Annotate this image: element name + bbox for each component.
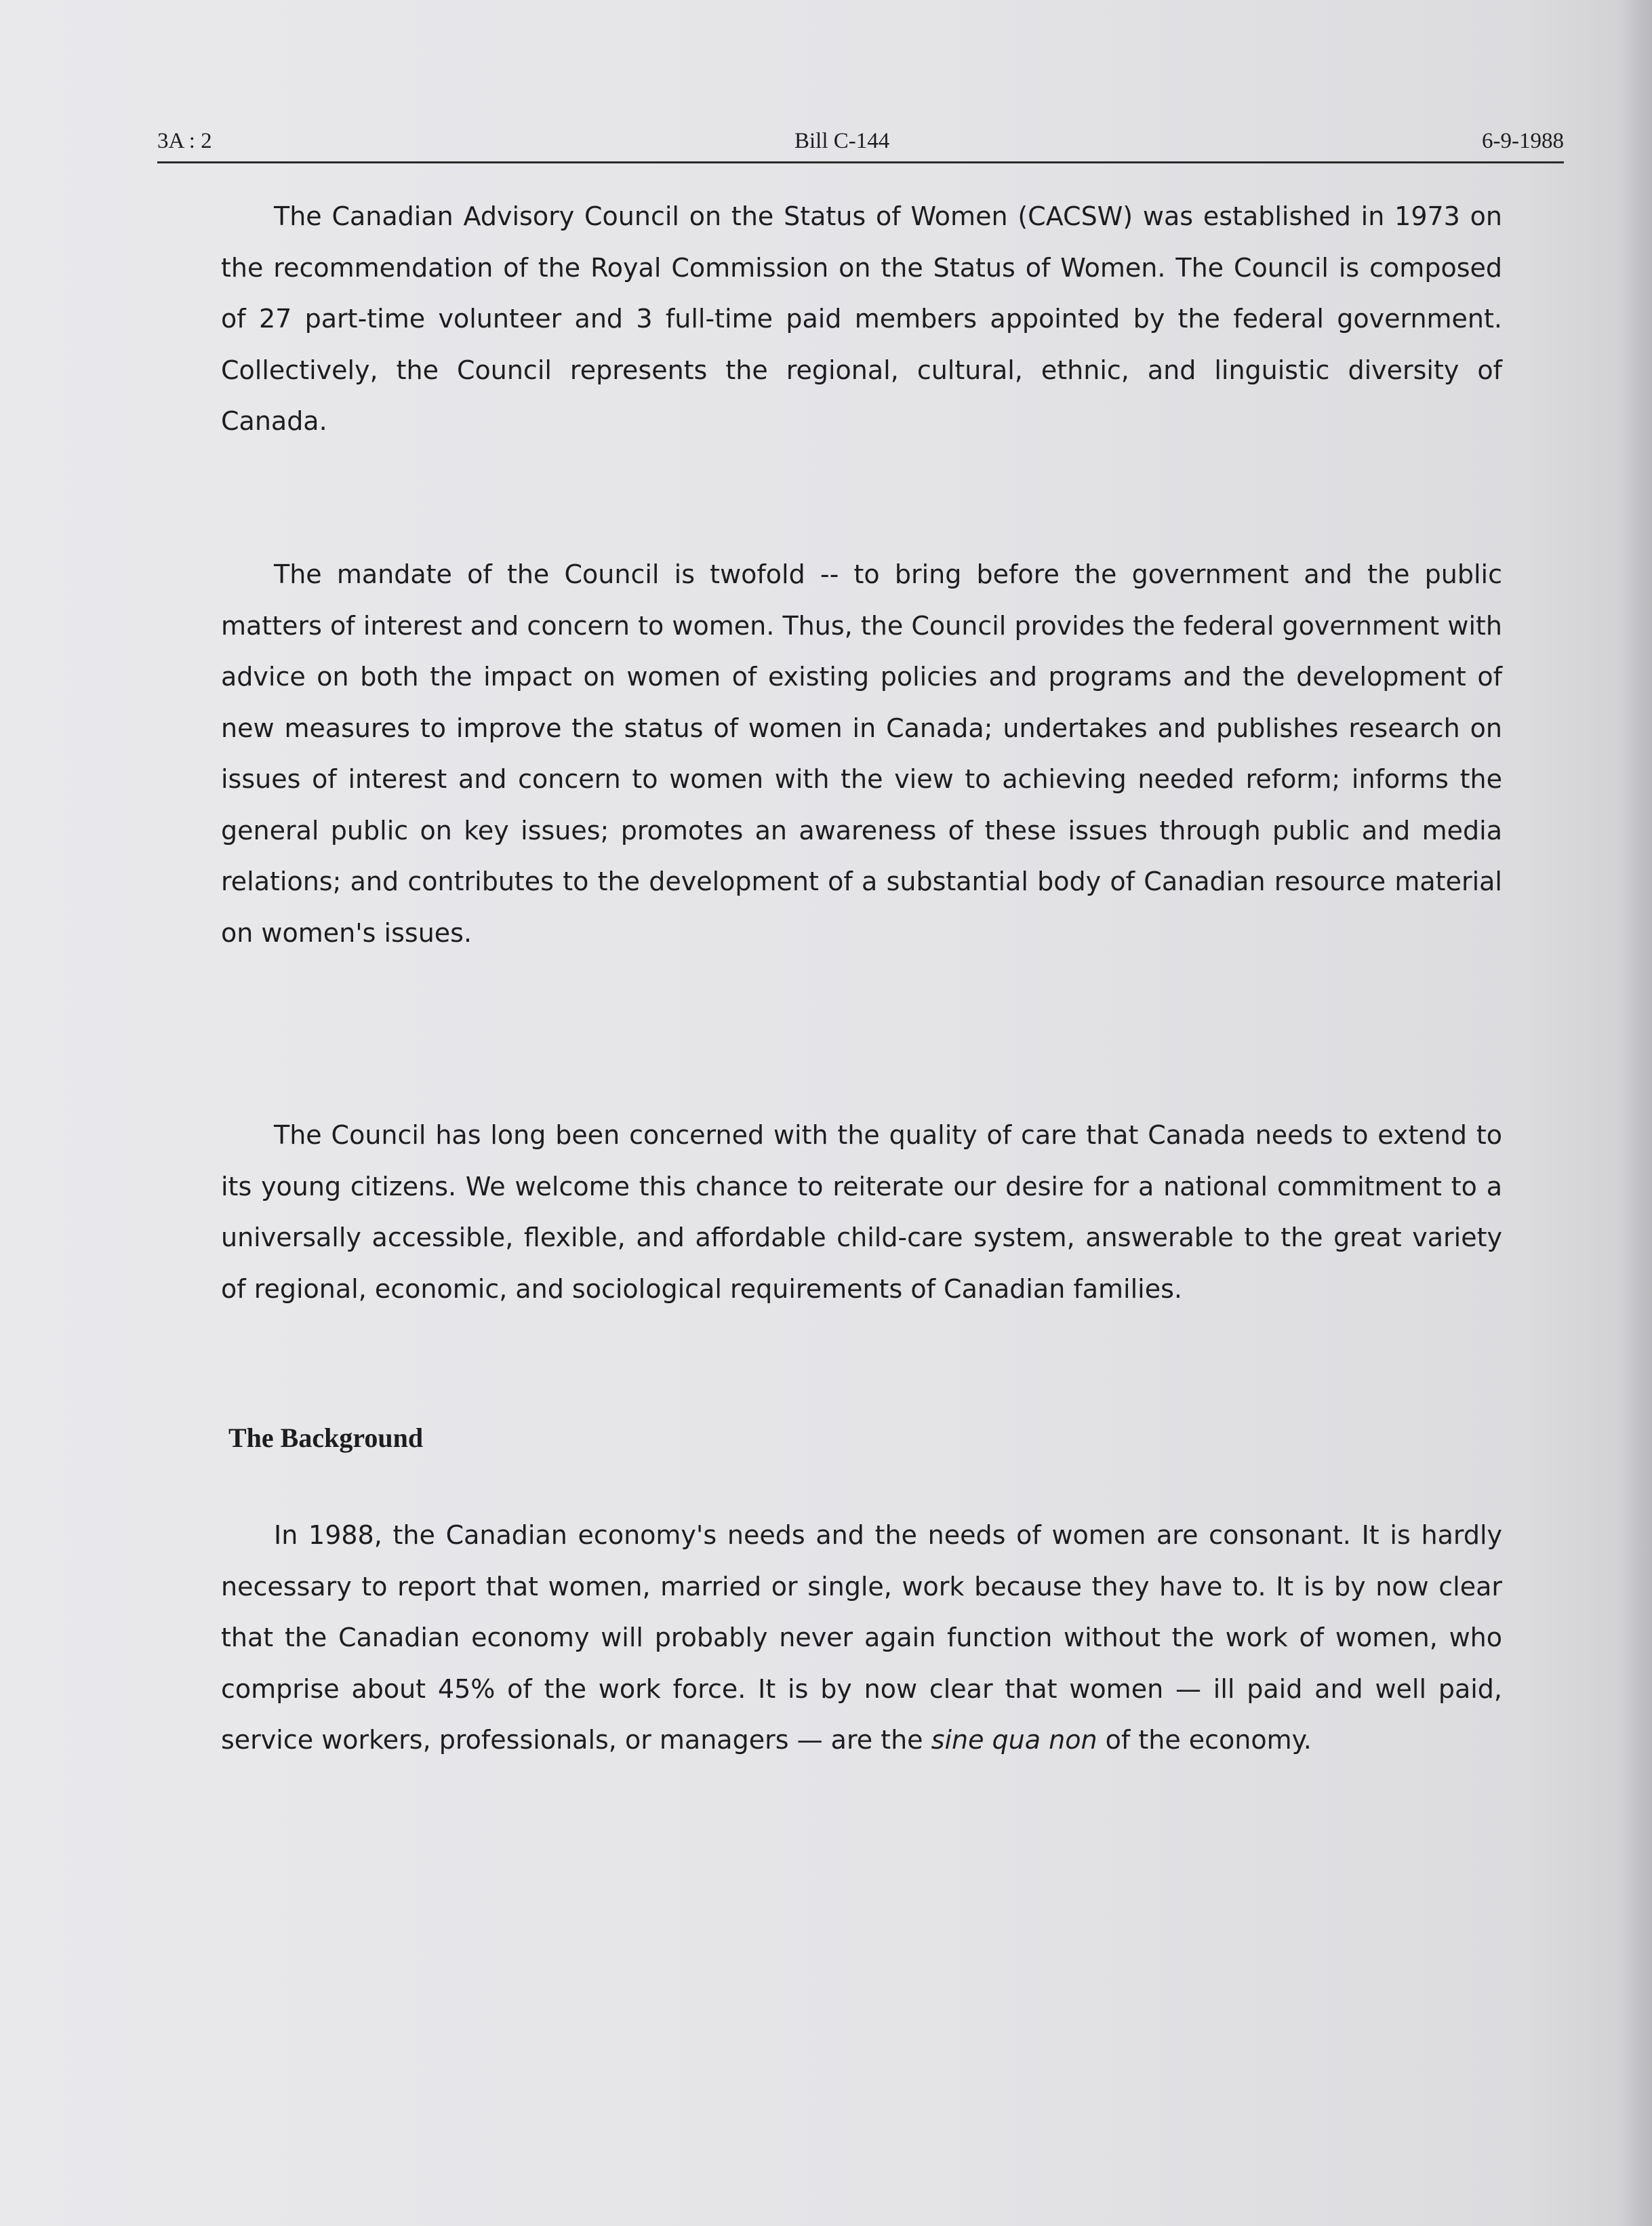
header-date: 6-9-1988: [1482, 129, 1564, 153]
section-heading: The Background: [228, 1423, 424, 1453]
bill-title: Bill C-144: [794, 129, 890, 153]
latin-phrase: sine qua non: [931, 1725, 1097, 1755]
paragraph-child-care: The Council has long been concerned with the quality of care that Canada needs to extend to its young citizens. We welcome this chance to reiterate our desire for a national commitment to a universally accessible, flexible, and affordable child-care system, answerable to the great variety of regional, economic, and sociological requirements of Canadian families.: [221, 1120, 1502, 1304]
paragraph-mandate: The mandate of the Council is twofold -- to bring before the government and the public matters of interest and concern to women. Thus, the Council provides the federal government with advice on both the impact on women of existing policies and programs and the development of new measures to improve the status of women in Canada; undertakes and publishes research on issues of interest and concern to women with the view to achieving needed reform; informs the general public on key issues; promotes an awareness of these issues through public and media relations; and contributes to the development of a substantial body of Canadian resource material on women's issues.: [221, 559, 1502, 948]
paragraph-economy: In 1988, the Canadian economy's needs and the needs of women are consonant. It is hardly necessary to report that women, married or single, work because they have to. It is by now clear that the Canadian economy will probably never again function without the work of women, who comprise about 45% of the work force. It is by now clear that women — ill paid and well paid, service workers, professionals, or managers — are the sine qua non of the economy.: [221, 1520, 1502, 1755]
page-header: [157, 129, 1564, 163]
header-rule: [157, 161, 1564, 163]
page-edge-shadow: [1618, 0, 1652, 2226]
paragraph-cacsw-intro: The Canadian Advisory Council on the Status of Women (CACSW) was established in 1973 on the recommendation of the Royal Commission on the Status of Women. The Council is composed of 27 part-time volunteer and 3 full-time paid members appointed by the federal government. Collectively, the Council represents the regional, cultural, ethnic, and linguistic diversity of Canada.: [221, 201, 1502, 436]
page-number: 3A : 2: [157, 129, 212, 153]
